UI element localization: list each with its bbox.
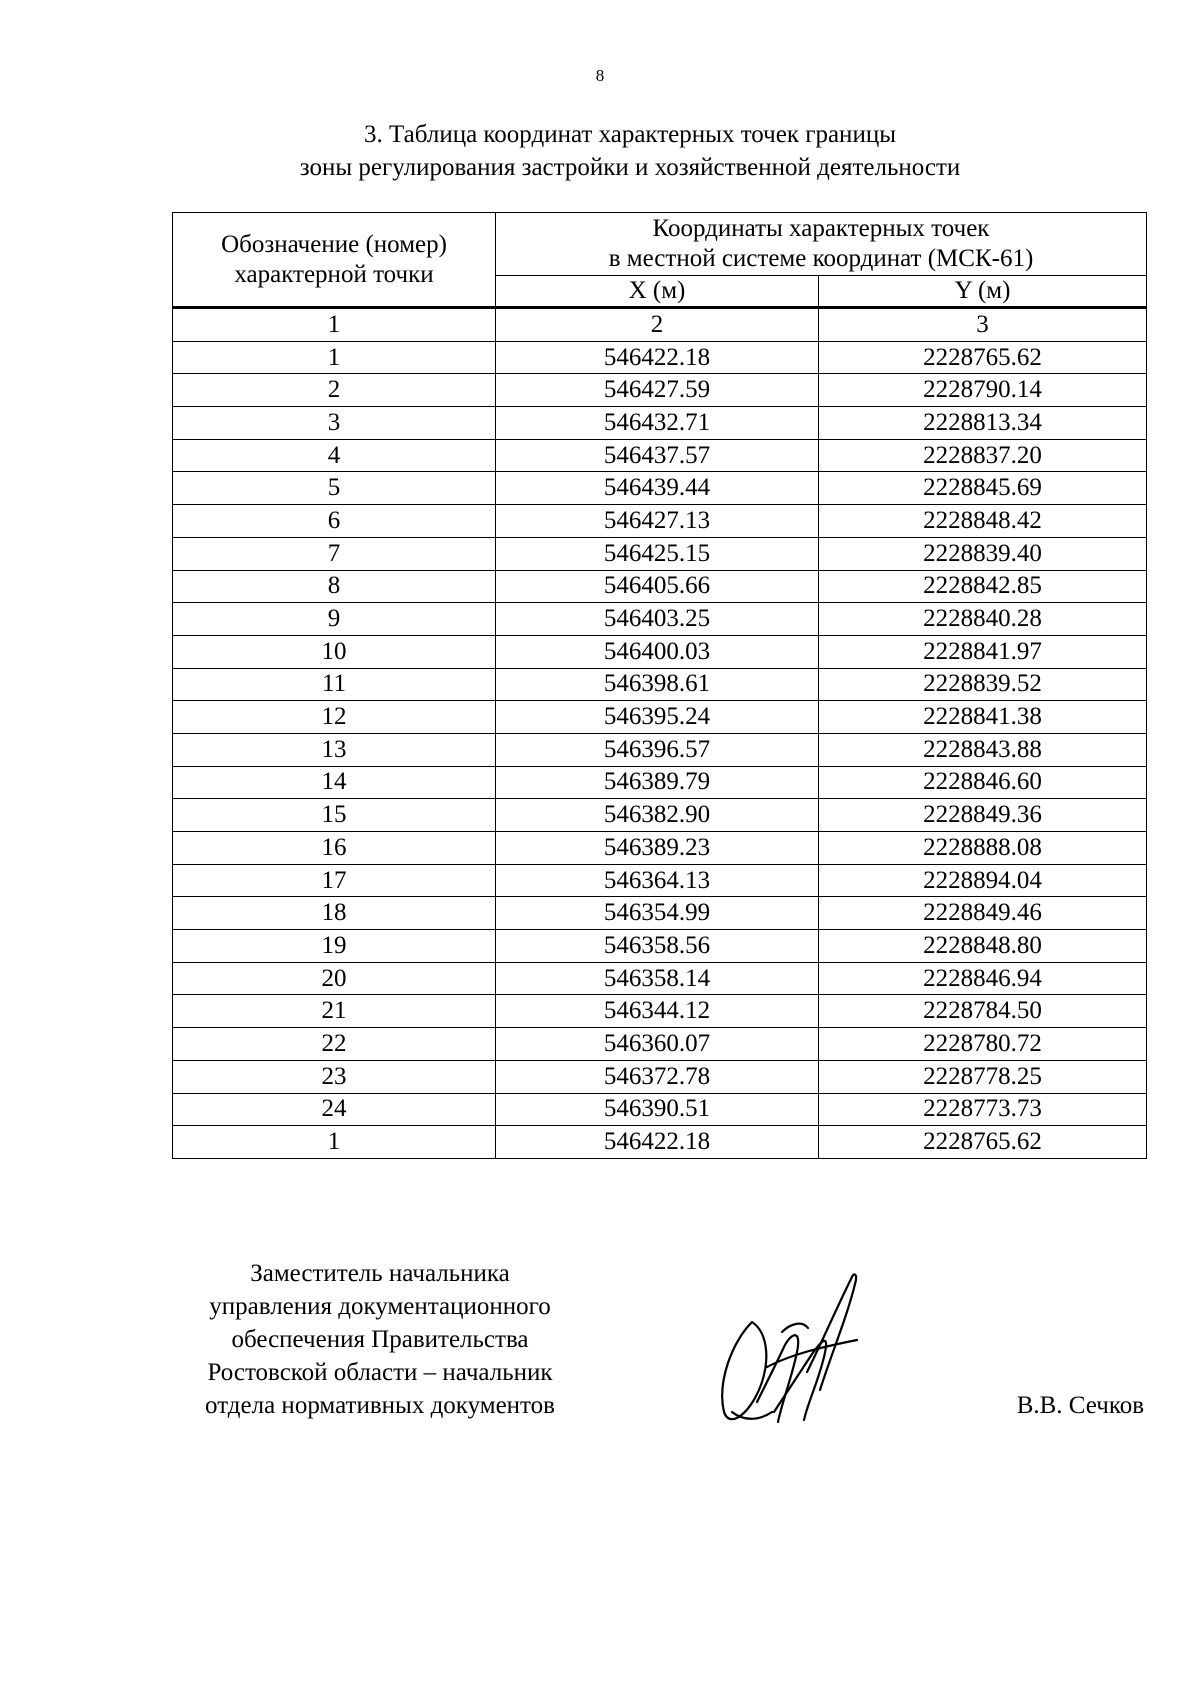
coordinates-table xyxy=(172,212,1147,1159)
y-coordinate-cell: 2228813.34 xyxy=(819,407,1147,440)
point-number-cell: 4 xyxy=(173,439,496,472)
point-number-cell: 14 xyxy=(173,766,496,799)
table-row xyxy=(173,603,1147,636)
y-coordinate-cell: 2228784.50 xyxy=(819,995,1147,1028)
y-coordinate-cell: 2228841.97 xyxy=(819,635,1147,668)
column-number: 1 xyxy=(173,308,496,342)
table-row xyxy=(173,439,1147,472)
point-number-cell: 2 xyxy=(173,374,496,407)
document-title xyxy=(0,118,1200,184)
x-coordinate-cell: 546382.90 xyxy=(496,799,819,832)
table-row xyxy=(173,374,1147,407)
x-header: X (м) xyxy=(496,276,819,308)
position-line: отдела нормативных документов xyxy=(205,1392,555,1419)
y-coordinate-cell: 2228790.14 xyxy=(819,374,1147,407)
y-coordinate-cell: 2228780.72 xyxy=(819,1028,1147,1061)
y-coordinate-cell: 2228765.62 xyxy=(819,1126,1147,1159)
position-line: управления документационного xyxy=(209,1293,551,1320)
table-row xyxy=(173,864,1147,897)
point-number-cell: 21 xyxy=(173,995,496,1028)
x-coordinate-cell: 546364.13 xyxy=(496,864,819,897)
y-coordinate-cell: 2228845.69 xyxy=(819,472,1147,505)
table-row xyxy=(173,995,1147,1028)
table-row xyxy=(173,407,1147,440)
position-line: Ростовской области – начальник xyxy=(207,1359,553,1386)
y-coordinate-cell: 2228843.88 xyxy=(819,733,1147,766)
table-row xyxy=(173,766,1147,799)
y-coordinate-cell: 2228839.52 xyxy=(819,668,1147,701)
y-coordinate-cell: 2228778.25 xyxy=(819,1060,1147,1093)
signatory-name: В.В. Сечков xyxy=(1016,1392,1144,1419)
x-coordinate-cell: 546390.51 xyxy=(496,1093,819,1126)
table-row xyxy=(173,733,1147,766)
x-coordinate-cell: 546437.57 xyxy=(496,439,819,472)
table-row xyxy=(173,570,1147,603)
y-coordinate-cell: 2228846.94 xyxy=(819,962,1147,995)
x-coordinate-cell: 546398.61 xyxy=(496,668,819,701)
table-row xyxy=(173,1028,1147,1061)
table-row xyxy=(173,799,1147,832)
point-designation-header: Обозначение (номер) характерной точки xyxy=(173,213,496,308)
point-number-cell: 22 xyxy=(173,1028,496,1061)
x-coordinate-cell: 546358.56 xyxy=(496,930,819,963)
point-number-cell: 13 xyxy=(173,733,496,766)
table-row xyxy=(173,832,1147,865)
x-coordinate-cell: 546389.23 xyxy=(496,832,819,865)
y-coordinate-cell: 2228894.04 xyxy=(819,864,1147,897)
y-coordinate-cell: 2228849.36 xyxy=(819,799,1147,832)
table-row xyxy=(173,472,1147,505)
y-coordinate-cell: 2228888.08 xyxy=(819,832,1147,865)
y-coordinate-cell: 2228842.85 xyxy=(819,570,1147,603)
table-row xyxy=(173,537,1147,570)
y-coordinate-cell: 2228773.73 xyxy=(819,1093,1147,1126)
point-number-cell: 3 xyxy=(173,407,496,440)
point-number-cell: 11 xyxy=(173,668,496,701)
table-row xyxy=(173,897,1147,930)
x-coordinate-cell: 546395.24 xyxy=(496,701,819,734)
point-number-cell: 15 xyxy=(173,799,496,832)
x-coordinate-cell: 546360.07 xyxy=(496,1028,819,1061)
point-number-cell: 23 xyxy=(173,1060,496,1093)
y-coordinate-cell: 2228846.60 xyxy=(819,766,1147,799)
point-number-cell: 16 xyxy=(173,832,496,865)
position-line: обеспечения Правительства xyxy=(231,1326,529,1353)
x-coordinate-cell: 546400.03 xyxy=(496,635,819,668)
table-row xyxy=(173,1126,1147,1159)
x-coordinate-cell: 546344.12 xyxy=(496,995,819,1028)
x-coordinate-cell: 546396.57 xyxy=(496,733,819,766)
table-row xyxy=(173,505,1147,538)
point-number-cell: 9 xyxy=(173,603,496,636)
table-row xyxy=(173,635,1147,668)
table-row xyxy=(173,1060,1147,1093)
point-number-cell: 10 xyxy=(173,635,496,668)
table-row xyxy=(173,701,1147,734)
page-number: 8 xyxy=(595,66,605,85)
point-number-cell: 5 xyxy=(173,472,496,505)
handwritten-signature xyxy=(712,1262,882,1432)
table-row xyxy=(173,930,1147,963)
point-number-cell: 18 xyxy=(173,897,496,930)
signatory-position xyxy=(170,1257,590,1422)
point-number-cell: 6 xyxy=(173,505,496,538)
y-coordinate-cell: 2228848.42 xyxy=(819,505,1147,538)
position-line: Заместитель начальника xyxy=(250,1260,510,1287)
point-number-cell: 20 xyxy=(173,962,496,995)
point-number-cell: 19 xyxy=(173,930,496,963)
table-row xyxy=(173,1093,1147,1126)
table-row xyxy=(173,341,1147,374)
x-coordinate-cell: 546422.18 xyxy=(496,341,819,374)
column-number: 2 xyxy=(496,308,819,342)
table-row xyxy=(173,962,1147,995)
x-coordinate-cell: 546389.79 xyxy=(496,766,819,799)
x-coordinate-cell: 546427.13 xyxy=(496,505,819,538)
y-coordinate-cell: 2228837.20 xyxy=(819,439,1147,472)
column-number: 3 xyxy=(819,308,1147,342)
title-line-2: зоны регулирования застройки и хозяйственной деятельности xyxy=(299,154,961,181)
y-coordinate-cell: 2228841.38 xyxy=(819,701,1147,734)
y-coordinate-cell: 2228848.80 xyxy=(819,930,1147,963)
column-number-row xyxy=(173,308,1147,342)
y-coordinate-cell: 2228840.28 xyxy=(819,603,1147,636)
x-coordinate-cell: 546372.78 xyxy=(496,1060,819,1093)
x-coordinate-cell: 546403.25 xyxy=(496,603,819,636)
title-line-1: 3. Таблица координат характерных точек границы xyxy=(364,121,896,148)
x-coordinate-cell: 546439.44 xyxy=(496,472,819,505)
table-row xyxy=(173,668,1147,701)
y-header: Y (м) xyxy=(819,276,1147,308)
point-number-cell: 1 xyxy=(173,341,496,374)
x-coordinate-cell: 546405.66 xyxy=(496,570,819,603)
point-number-cell: 1 xyxy=(173,1126,496,1159)
coordinates-header: Координаты характерных точек в местной системе координат (МСК-61) xyxy=(496,213,1147,276)
point-number-cell: 8 xyxy=(173,570,496,603)
x-coordinate-cell: 546425.15 xyxy=(496,537,819,570)
point-number-cell: 7 xyxy=(173,537,496,570)
x-coordinate-cell: 546432.71 xyxy=(496,407,819,440)
x-coordinate-cell: 546427.59 xyxy=(496,374,819,407)
point-number-cell: 17 xyxy=(173,864,496,897)
x-coordinate-cell: 546354.99 xyxy=(496,897,819,930)
x-coordinate-cell: 546422.18 xyxy=(496,1126,819,1159)
y-coordinate-cell: 2228765.62 xyxy=(819,341,1147,374)
point-number-cell: 24 xyxy=(173,1093,496,1126)
y-coordinate-cell: 2228849.46 xyxy=(819,897,1147,930)
point-number-cell: 12 xyxy=(173,701,496,734)
x-coordinate-cell: 546358.14 xyxy=(496,962,819,995)
y-coordinate-cell: 2228839.40 xyxy=(819,537,1147,570)
